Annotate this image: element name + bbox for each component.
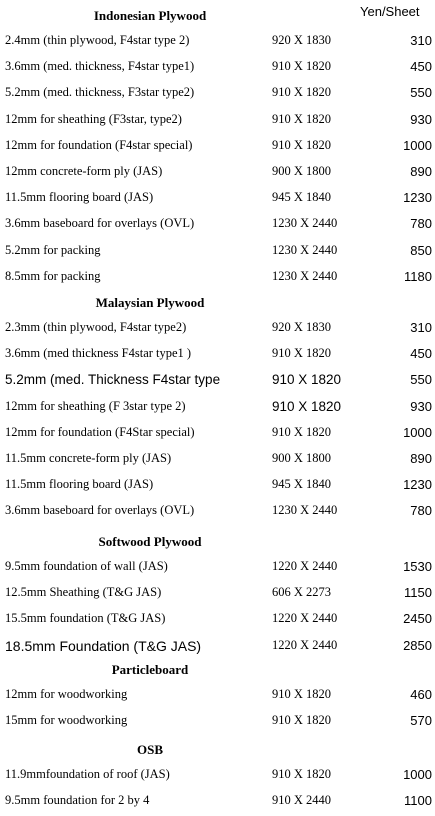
price-row [0,559,435,579]
product-description: 2.4mm (thin plywood, F4star type 2) [5,33,190,47]
price-value: 1150 [404,585,432,601]
price-value: 930 [410,111,432,127]
price-value: 2450 [403,611,432,627]
section-title: Softwood Plywood [98,534,202,549]
price-value: 780 [410,216,432,232]
price-row [0,33,435,53]
price-row [0,346,435,366]
product-description: 15mm for woodworking [5,713,128,728]
product-description: 5.2mm (med. Thickness F4star type [5,372,221,388]
sheet-size: 910 X 1820 [272,687,332,701]
price-row [0,477,435,497]
price-row [0,638,435,658]
unit-header: Yen/Sheet [360,4,420,19]
price-value: 1530 [403,559,432,574]
sheet-size: 910 X 1820 [272,767,332,781]
sheet-size: 910 X 1820 [272,424,332,439]
price-row [0,713,435,733]
sheet-size: 910 X 1820 [272,346,332,361]
product-description: 3.6mm baseboard for overlays (OVL) [5,216,195,231]
price-row [0,85,435,105]
product-description: 11.5mm flooring board (JAS) [5,477,154,492]
section-title: Particleboard [111,662,189,677]
price-row [0,793,435,813]
price-row [0,59,435,79]
product-description: 5.2mm for packing [5,242,101,257]
product-description: 3.6mm baseboard for overlays (OVL) [5,503,195,518]
product-description: 11.5mm concrete-form ply (JAS) [5,451,172,465]
product-description: 9.5mm foundation for 2 by 4 [5,793,150,808]
price-row [0,611,435,631]
price-row [0,767,435,787]
price-value: 310 [410,320,432,335]
section-title: OSB [136,742,163,757]
price-row [0,190,435,210]
sheet-size: 900 X 1800 [272,451,332,465]
sheet-size: 1230 X 2440 [272,268,338,283]
price-value: 550 [410,372,432,388]
sheet-size: 910 X 1820 [272,372,342,388]
price-value: 930 [410,398,432,414]
sheet-size: 900 X 1800 [272,164,332,178]
price-value: 1100 [404,793,432,809]
price-value: 570 [410,713,432,729]
sheet-size: 1220 X 2440 [272,559,338,573]
price-row [0,503,435,523]
price-value: 890 [410,451,432,466]
price-row [0,269,435,289]
sheet-size: 910 X 1820 [272,85,332,100]
sheet-size: 920 X 1830 [272,320,332,334]
price-row [0,451,435,471]
product-description: 8.5mm for packing [5,268,101,283]
price-row [0,138,435,158]
price-value: 1000 [403,137,432,153]
product-description: 3.6mm (med thickness F4star type1 ) [5,346,192,361]
sheet-size: 945 X 1840 [272,477,332,492]
price-value: 1230 [403,477,432,493]
sheet-size: 910 X 2440 [272,793,332,808]
price-value: 450 [410,346,432,362]
price-row [0,687,435,707]
price-value: 1180 [404,268,432,284]
sheet-size: 910 X 1820 [272,59,332,74]
sheet-size: 1220 X 2440 [272,637,338,652]
sheet-size: 1230 X 2440 [272,242,338,257]
sheet-size: 920 X 1830 [272,33,332,47]
sheet-size: 945 X 1840 [272,190,332,205]
price-value: 550 [410,85,432,101]
price-value: 1230 [403,190,432,206]
sheet-size: 1220 X 2440 [272,611,338,626]
price-value: 850 [410,242,432,258]
product-description: 12mm concrete-form ply (JAS) [5,164,163,178]
product-description: 15.5mm foundation (T&G JAS) [5,611,166,626]
sheet-size: 910 X 1820 [272,137,332,152]
price-row [0,243,435,263]
price-row [0,399,435,419]
price-value: 310 [410,33,432,48]
product-description: 12mm for sheathing (F 3star type 2) [5,398,186,413]
product-description: 12mm for sheathing (F3star, type2) [5,111,182,126]
sheet-size: 910 X 1820 [272,111,332,126]
section-title: Indonesian Plywood [93,8,207,23]
product-description: 12mm for woodworking [5,687,128,701]
price-value: 780 [410,503,432,519]
product-description: 18.5mm Foundation (T&G JAS) [5,637,202,654]
price-row [0,585,435,605]
product-description: 12mm for foundation (F4Star special) [5,424,195,439]
product-description: 9.5mm foundation of wall (JAS) [5,559,168,573]
sheet-size: 1230 X 2440 [272,216,338,231]
price-row [0,372,435,392]
price-value: 450 [410,59,432,75]
sheet-size: 910 X 1820 [272,398,342,414]
product-description: 11.5mm flooring board (JAS) [5,190,154,205]
section-title: Malaysian Plywood [95,295,205,310]
price-value: 1000 [403,424,432,440]
price-row [0,320,435,340]
price-row [0,216,435,236]
product-description: 12mm for foundation (F4star special) [5,137,193,152]
sheet-size: 1230 X 2440 [272,503,338,518]
product-description: 5.2mm (med. thickness, F3star type2) [5,85,195,100]
product-description: 12.5mm Sheathing (T&G JAS) [5,585,162,600]
price-value: 1000 [403,767,432,782]
sheet-size: 910 X 1820 [272,713,332,728]
price-row [0,425,435,445]
price-value: 890 [410,164,432,179]
price-value: 460 [410,687,432,702]
product-description: 2.3mm (thin plywood, F4star type2) [5,320,187,334]
product-description: 11.9mmfoundation of roof (JAS) [5,767,170,781]
price-value: 2850 [403,637,432,653]
price-row [0,112,435,132]
product-description: 3.6mm (med. thickness, F4star type1) [5,59,195,74]
price-row [0,164,435,184]
sheet-size: 606 X 2273 [272,585,332,600]
